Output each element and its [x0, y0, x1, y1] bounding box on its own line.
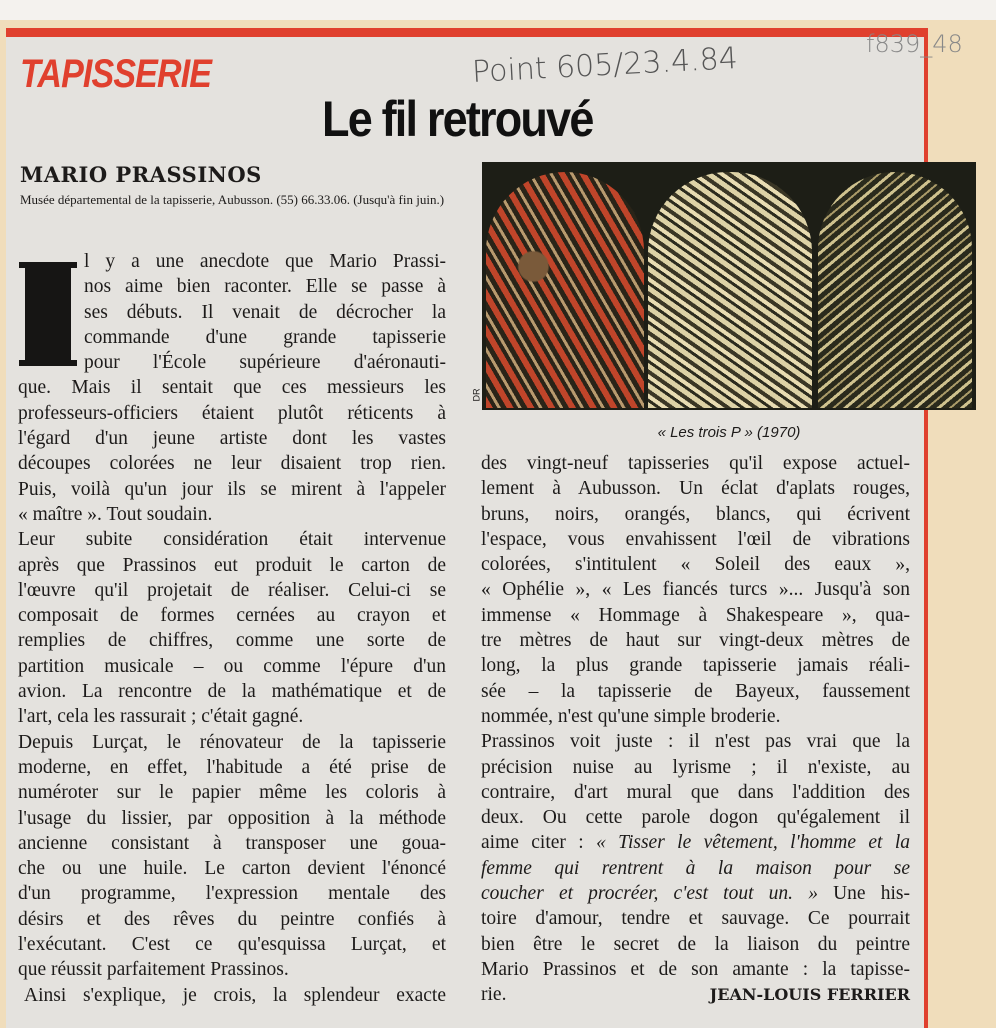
tapestry-image	[482, 162, 976, 410]
text-line: pour l'École supérieure d'aéronauti-	[84, 352, 446, 374]
text-line: professeurs-officiers étaient plutôt réticents à	[18, 402, 446, 424]
text-line: précision nuise au lyrisme ; il n'existe, au	[481, 756, 910, 778]
text-line: Mario Prassinos et de son amante : la tapisse-	[481, 958, 910, 980]
text-line: long, la plus grande tapisserie jamais réali-	[481, 655, 910, 677]
venue-info: Musée départemental de la tapisserie, Aubusson. (55) 66.33.06. (Jusqu'à fin juin.)	[20, 192, 445, 207]
tapestry-panel-red	[486, 172, 644, 408]
text-line: partition musicale – ou comme l'épure d'un	[18, 655, 446, 677]
text-line: d'un programme, l'expression mentale des	[18, 883, 446, 905]
text-line: bien être le secret de la liaison du peintre	[481, 933, 910, 955]
text-line: Ainsi s'explique, je crois, la splendeur exacte	[24, 984, 446, 1006]
text-line: nos aime bien raconter. Elle se passe à	[84, 276, 446, 298]
author-byline: JEAN-LOUIS FERRIER	[709, 985, 910, 1005]
text-line: aime citer : « Tisser le vêtement, l'homme et la	[481, 832, 911, 854]
text-line: après que Prassinos eut produit le carton de	[18, 554, 446, 576]
text-line: nommée, n'est qu'une simple broderie.	[481, 705, 781, 727]
text-line: lement à Aubusson. Un éclat d'aplats rouges,	[481, 478, 910, 500]
text-line: l'égard d'un jeune artiste dont les vastes	[18, 428, 446, 450]
red-top-rule	[6, 28, 928, 37]
image-caption: « Les trois P » (1970)	[657, 424, 801, 441]
text-line: bruns, noirs, orangés, blancs, qui écrivent	[481, 503, 910, 525]
scan-background	[0, 0, 996, 20]
section-rubric: TAPISSERIE	[20, 52, 212, 96]
text-line: Puis, voilà qu'un jour ils se mirent à l'appeler	[18, 478, 446, 500]
text-line: « maître ». Tout soudain.	[18, 503, 213, 525]
artist-name: MARIO PRASSINOS	[20, 162, 262, 187]
text-line: immense « Hommage à Shakespeare », qua-	[481, 604, 910, 626]
text-line: l'espace, vous envahissent l'œil de vibrations	[481, 528, 910, 550]
text-line: ancienne consistant à transposer une goua-	[18, 832, 446, 854]
text-line: moderne, en effet, l'habitude a été prise de	[18, 756, 446, 778]
quote-text: « Tisser le vêtement, l'homme et la	[596, 832, 911, 854]
text-line: deux. Ou cette parole dogon qu'également il	[481, 807, 910, 829]
right-column	[481, 451, 910, 1008]
text-line: coucher et procréer, c'est tout un. » Une his-	[481, 883, 910, 905]
text-line: Prassinos voit juste : il n'est pas vrai que la	[481, 731, 910, 753]
text-line: des vingt-neuf tapisseries qu'il expose actuel-	[481, 453, 910, 474]
text-line: commande d'une grande tapisserie	[84, 326, 446, 348]
tapestry-panel-white	[648, 172, 812, 408]
text-line: Leur subite considération était intervenue	[18, 529, 446, 551]
handwritten-reference: Point 605/23.4.84	[471, 41, 739, 90]
text-line: toire d'amour, tendre et sauvage. Ce pourrait	[481, 908, 910, 930]
tapestry-panel-dark	[818, 172, 972, 408]
text-line: que. Mais il sentait que ces messieurs les	[18, 377, 446, 399]
text-line: contraire, d'art mural que dans l'addition des	[481, 781, 910, 803]
text-line: colorées, s'intitulent « Soleil des eaux »,	[481, 554, 910, 576]
text-line: l'usage du lissier, par opposition à la méthode	[18, 807, 446, 829]
text-line: avion. La rencontre de la mathématique et de	[18, 681, 446, 703]
text-line: découpes colorées ne leur disaient trop rien.	[18, 453, 446, 475]
text-line: « Ophélie », « Les fiancés turcs »... Jusqu'à son	[481, 579, 910, 601]
text-line: que réussit parfaitement Prassinos.	[18, 959, 289, 981]
text-line: ses débuts. Il venait de décrocher la	[84, 301, 446, 323]
text-line: femme qui rentrent à la maison pour se	[481, 857, 910, 879]
text-line: rie. JEAN-LOUIS FERRIER	[481, 982, 910, 1007]
article-title: Le fil retrouvé	[322, 91, 593, 147]
text-line: sée – la tapisserie de Bayeux, faussement	[481, 680, 910, 702]
text-line: désirs et des rêves du peintre confiés à	[18, 908, 446, 930]
text-line: remplies de chiffres, comme une sorte de	[18, 630, 446, 652]
text-line: numéroter sur le papier même les coloris à	[18, 782, 446, 804]
left-column	[18, 249, 446, 1008]
handwritten-archive-number: f839_48	[866, 30, 963, 58]
text-line: l'œuvre qu'il projetait de réaliser. Celui-ci se	[18, 579, 446, 601]
text-line: Depuis Lurçat, le rénovateur de la tapisserie	[18, 731, 446, 753]
text-line: l'exécutant. C'est ce qu'esquissa Lurçat, et	[18, 934, 446, 956]
text-line: composait de formes cernées au crayon et	[18, 605, 446, 627]
quote-text: coucher et procréer, c'est tout un. »	[481, 883, 818, 905]
text-line: l y a une anecdote que Mario Prassi-	[84, 251, 446, 272]
text-line: l'art, cela les rassurait ; c'était gagné.	[18, 706, 304, 728]
text-line: tre mètres de haut sur vingt-deux mètres de	[481, 630, 910, 652]
photo-credit: DR	[471, 388, 482, 402]
text-line: che ou une huile. Le carton devient l'énoncé	[18, 858, 446, 880]
